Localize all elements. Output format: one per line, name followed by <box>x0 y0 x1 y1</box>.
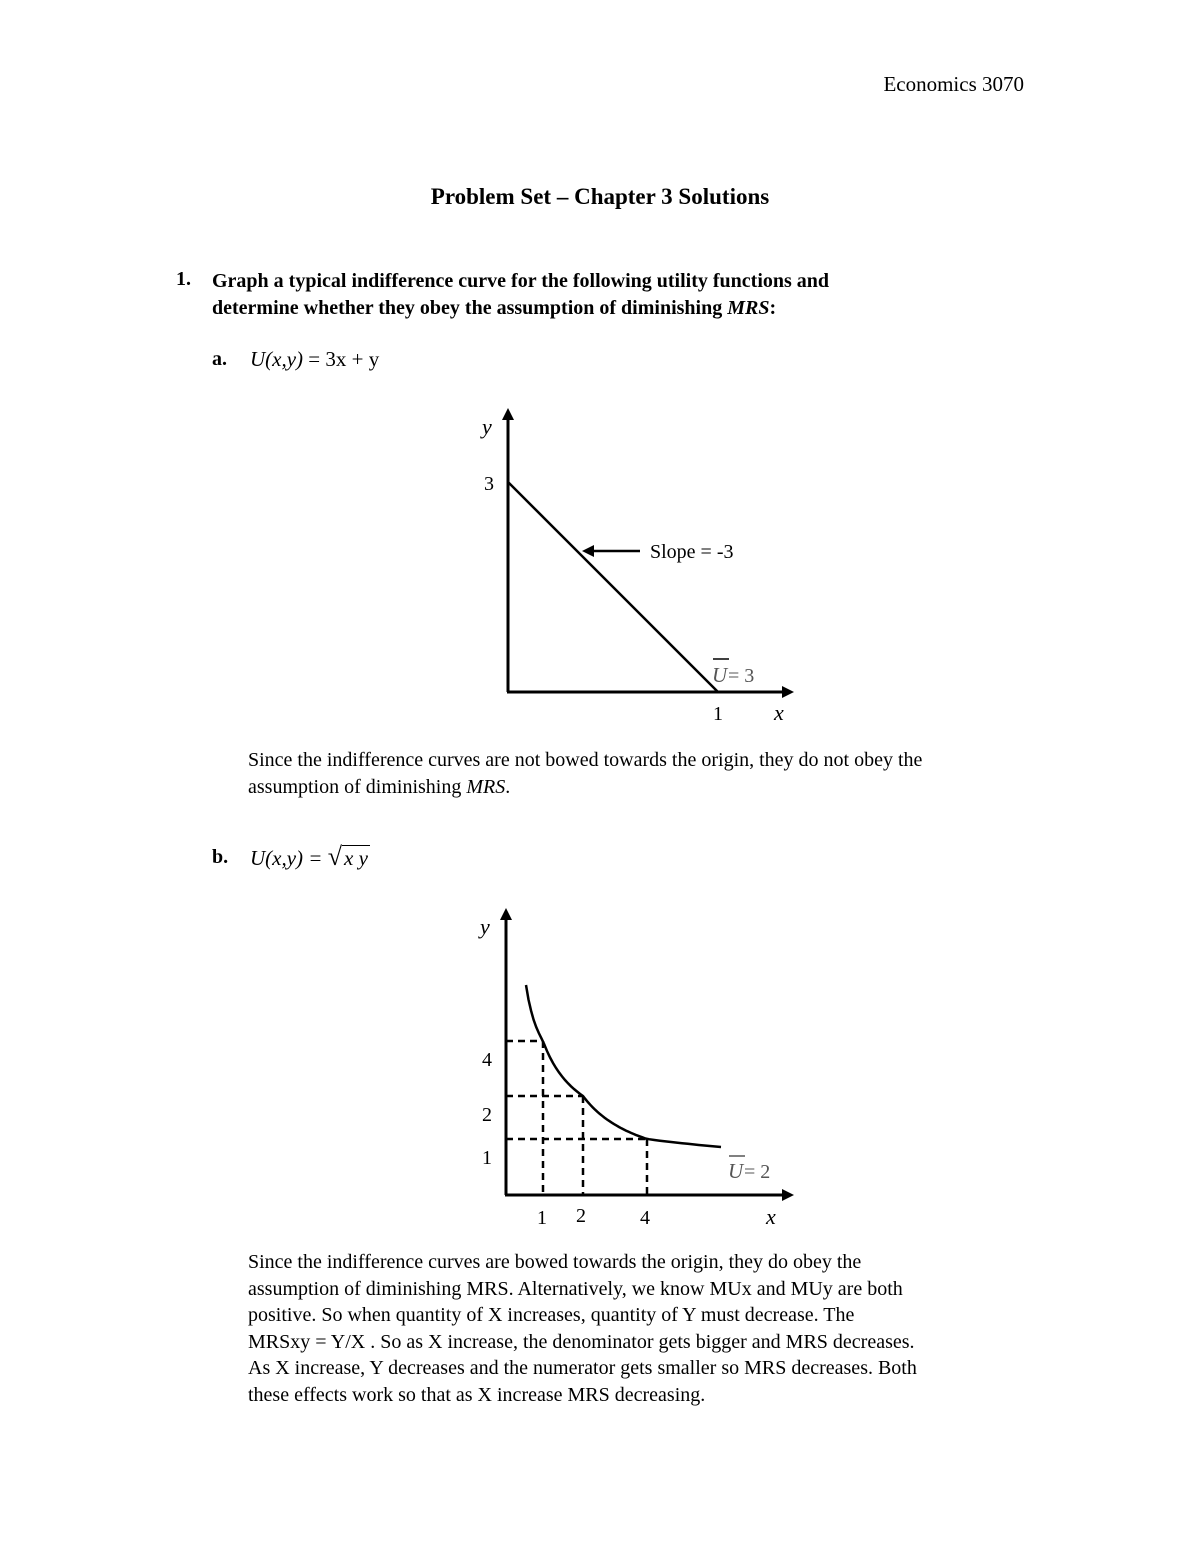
graph-b-dashed-guides <box>506 1041 647 1195</box>
part-b-answer-line: these effects work so that as X increase MRS decreasing. <box>248 1383 706 1406</box>
graph-a-y-tick-3: 3 <box>484 473 494 495</box>
graph-b-curve-label-u: U <box>728 1159 744 1183</box>
graph-b-x-label: x <box>766 1204 776 1229</box>
part-b-answer-line: assumption of diminishing MRS. Alternatively, we know MUx and MUy are both <box>248 1277 903 1300</box>
page-title: Problem Set – Chapter 3 Solutions <box>430 184 770 209</box>
part-b-answer-line: MRSxy = Y/X . So as X increase, the denominator gets bigger and MRS decreases. <box>248 1330 915 1353</box>
graph-a-curve-label-value: = 3 <box>728 665 755 687</box>
graph-a-indifference-line <box>508 482 718 692</box>
graph-a-x-label: x <box>774 700 784 725</box>
course-name: Economics 3070 <box>883 72 1024 96</box>
part-b-label: b. <box>212 846 229 868</box>
graph-a-y-label: y <box>482 414 492 439</box>
question-prompt <box>212 268 1012 322</box>
question-number: 1. <box>176 268 191 290</box>
part-a-answer-line1: Since the indifference curves are not bowed towards the origin, they do not obey the <box>248 749 923 771</box>
graph-a-slope-label: Slope = -3 <box>650 541 734 563</box>
graph-b-y-tick-4: 4 <box>482 1049 492 1071</box>
part-b-answer-line: Since the indifference curves are bowed towards the origin, they do obey the <box>248 1251 862 1273</box>
part-b-answer-line: positive. So when quantity of X increases, quantity of Y must decrease. The <box>248 1304 855 1326</box>
graph-b-x-tick-1: 1 <box>537 1207 547 1229</box>
graph-a <box>470 400 810 730</box>
graph-b-indifference-curve <box>526 985 721 1147</box>
graph-b-curve-label-value: = 2 <box>744 1161 771 1183</box>
graph-b-x-tick-4: 4 <box>640 1207 650 1229</box>
part-b-answer-line: As X increase, Y decreases and the numerator gets smaller so MRS decreases. Both <box>248 1357 917 1379</box>
part-a-answer-line2: assumption of diminishing MRS. <box>248 775 511 798</box>
part-b-formula: U(x,y) = √x y <box>250 842 368 871</box>
graph-a-x-tick-1: 1 <box>713 703 723 725</box>
graph-b <box>470 900 810 1230</box>
graph-b-y-tick-2: 2 <box>482 1104 492 1126</box>
graph-b-y-tick-1: 1 <box>482 1147 492 1169</box>
graph-b-x-tick-2: 2 <box>576 1205 586 1227</box>
part-a-answer <box>248 747 1038 800</box>
graph-a-curve-label-u: U <box>712 663 728 687</box>
part-a-formula: U(x,y) = 3x + y <box>250 347 380 371</box>
part-a-label: a. <box>212 348 227 370</box>
sqrt-symbol: √x y <box>327 842 368 871</box>
question-prompt-line1: Graph a typical indifference curve for the following utility functions and <box>212 270 830 292</box>
graph-b-y-label: y <box>480 914 490 939</box>
part-b-answer <box>248 1249 1038 1408</box>
question-prompt-line2: determine whether they obey the assumption of diminishing MRS: <box>212 297 777 319</box>
